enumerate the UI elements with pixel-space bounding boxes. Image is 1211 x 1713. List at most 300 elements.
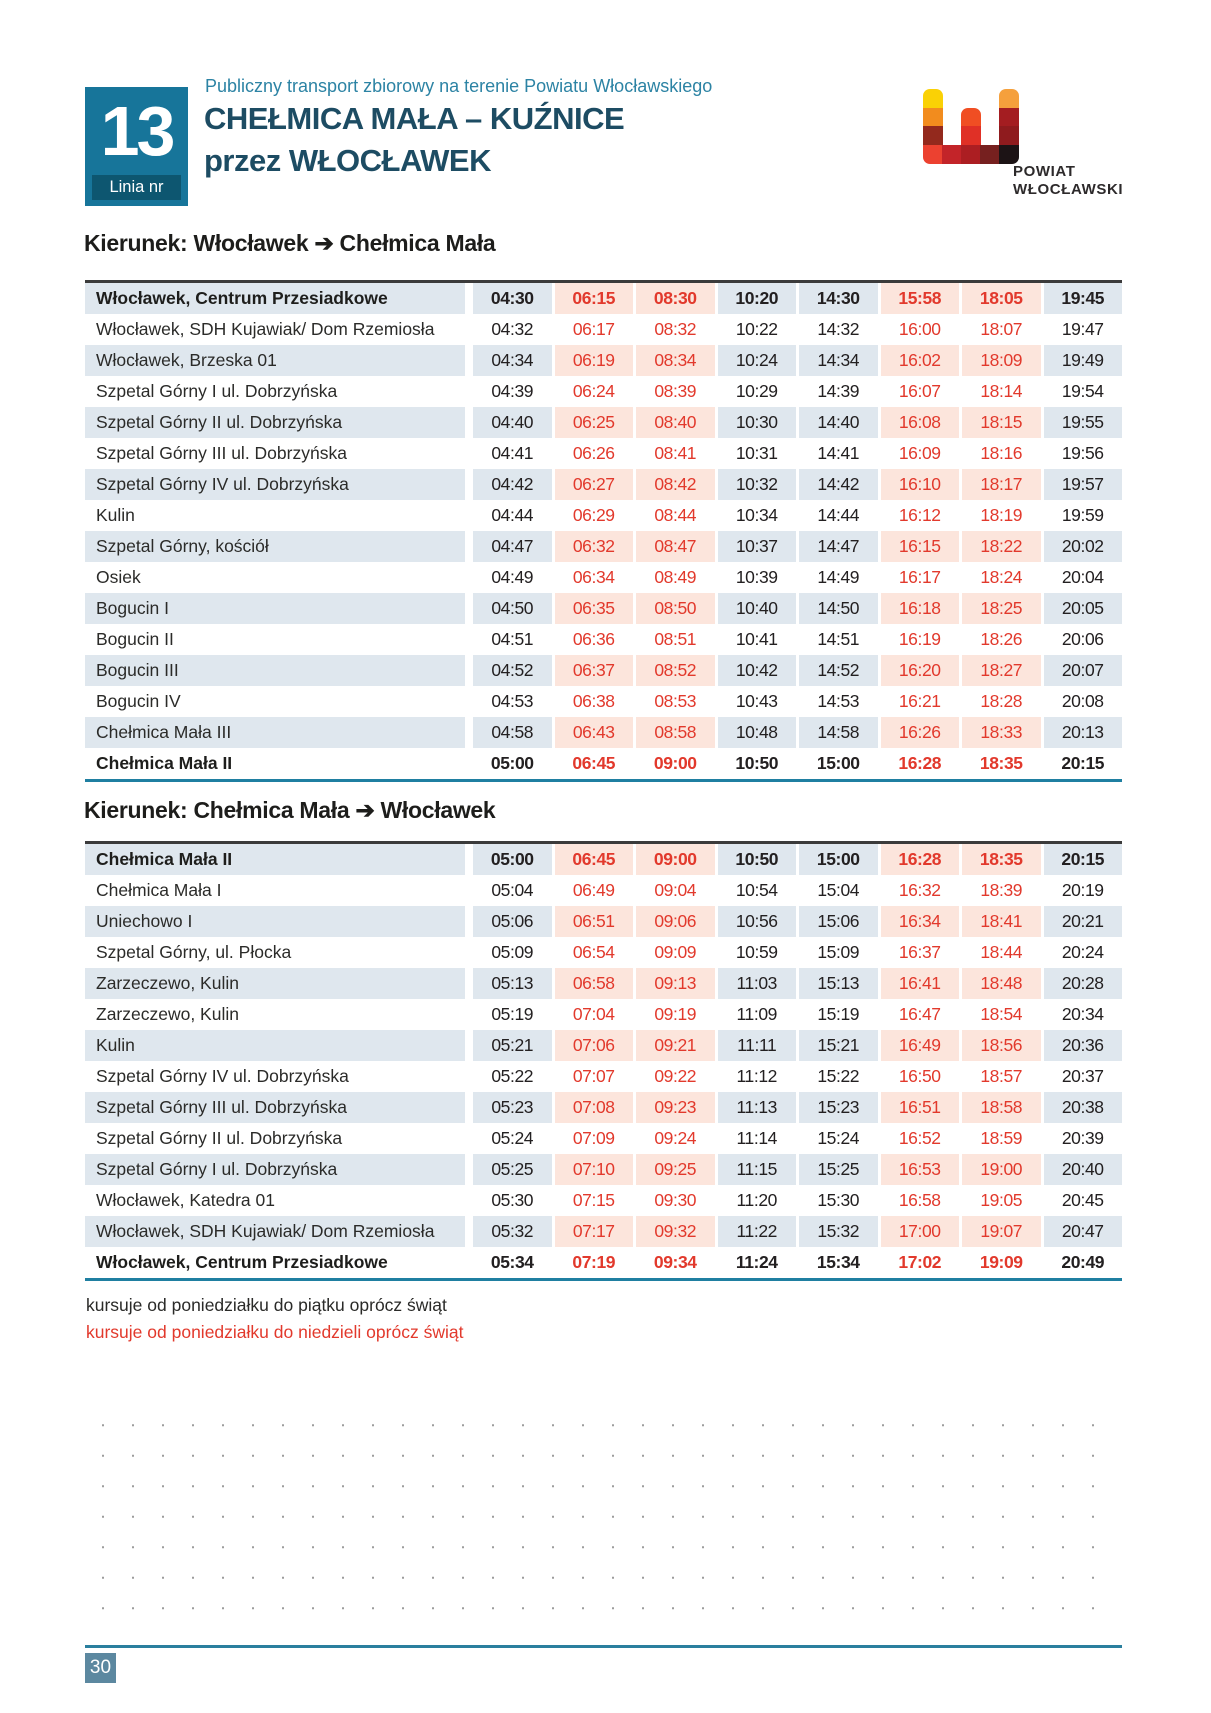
stop-name-cell: Osiek xyxy=(96,567,141,587)
time-cell: 16:41 xyxy=(878,968,960,999)
stop-name-cell: Szpetal Górny IV ul. Dobrzyńska xyxy=(96,1066,349,1086)
time-cell: 06:54 xyxy=(552,937,634,968)
time-cell: 16:26 xyxy=(878,717,960,748)
time-cell: 19:47 xyxy=(1041,314,1123,345)
time-cell: 11:14 xyxy=(715,1123,797,1154)
time-cell: 18:25 xyxy=(959,593,1041,624)
time-cell: 06:26 xyxy=(552,438,634,469)
stop-name-cell: Szpetal Górny I ul. Dobrzyńska xyxy=(96,381,338,401)
time-cell: 11:22 xyxy=(715,1216,797,1247)
time-cell: 09:21 xyxy=(633,1030,715,1061)
stop-name-cell: Uniechowo I xyxy=(85,906,465,937)
time-cell: 10:20 xyxy=(715,283,797,314)
direction-1-title: Kierunek: Włocławek ➔ Chełmica Mała xyxy=(84,230,496,256)
timetable-row xyxy=(85,531,1122,562)
time-cell: 20:49 xyxy=(1041,1247,1123,1278)
stop-name-cell: Szpetal Górny, ul. Płocka xyxy=(96,942,292,962)
time-cell: 15:21 xyxy=(796,1030,878,1061)
time-cell: 20:34 xyxy=(1041,999,1123,1030)
time-cell: 18:35 xyxy=(959,844,1041,875)
time-cell: 10:29 xyxy=(715,376,797,407)
time-cell: 09:19 xyxy=(633,999,715,1030)
timetable-row xyxy=(85,1247,1122,1278)
time-cell: 15:19 xyxy=(796,999,878,1030)
logo-cell xyxy=(961,126,981,145)
time-cell: 11:12 xyxy=(715,1061,797,1092)
time-cell: 08:41 xyxy=(633,438,715,469)
time-cell: 10:32 xyxy=(715,469,797,500)
time-cell: 18:19 xyxy=(959,500,1041,531)
time-cell: 10:48 xyxy=(715,717,797,748)
time-cell: 16:34 xyxy=(878,906,960,937)
time-cell: 05:34 xyxy=(465,1247,552,1278)
time-cell: 16:10 xyxy=(878,469,960,500)
logo-cell xyxy=(999,108,1019,127)
time-cell: 08:47 xyxy=(633,531,715,562)
stop-name-cell: Szpetal Górny III ul. Dobrzyńska xyxy=(96,443,347,463)
time-cell: 20:15 xyxy=(1041,844,1123,875)
stop-name-cell: Włocławek, Centrum Przesiadkowe xyxy=(96,1252,388,1272)
timetable-row xyxy=(85,748,1122,779)
time-cell: 07:04 xyxy=(552,999,634,1030)
time-cell: 05:19 xyxy=(465,999,552,1030)
logo-cell xyxy=(923,145,943,164)
time-cell: 18:09 xyxy=(959,345,1041,376)
time-cell: 17:02 xyxy=(878,1247,960,1278)
time-cell: 20:13 xyxy=(1041,717,1123,748)
page-title-line2: przez WŁOCŁAWEK xyxy=(204,143,491,178)
time-cell: 16:08 xyxy=(878,407,960,438)
time-cell: 09:32 xyxy=(633,1216,715,1247)
timetable-row xyxy=(85,1092,1122,1123)
time-cell: 04:47 xyxy=(465,531,552,562)
time-cell: 15:23 xyxy=(796,1092,878,1123)
time-cell: 15:00 xyxy=(796,748,878,779)
stop-name-cell: Kulin xyxy=(96,505,135,525)
time-cell: 04:44 xyxy=(465,500,552,531)
stop-name-cell: Szpetal Górny III ul. Dobrzyńska xyxy=(85,1092,465,1123)
stop-name-cell: Włocławek, SDH Kujawiak/ Dom Rzemiosła xyxy=(85,1216,465,1247)
legend-everyday-note: kursuje od poniedziałku do niedzieli oprócz świąt xyxy=(86,1322,464,1342)
time-cell: 06:19 xyxy=(552,345,634,376)
time-cell: 19:56 xyxy=(1041,438,1123,469)
powiat-logo-text-line2: WŁOCŁAWSKI xyxy=(1013,181,1124,198)
time-cell: 19:07 xyxy=(959,1216,1041,1247)
time-cell: 06:34 xyxy=(552,562,634,593)
time-cell: 09:09 xyxy=(633,937,715,968)
time-cell: 05:00 xyxy=(465,844,552,875)
timetable-row xyxy=(85,1185,1122,1216)
timetable-row xyxy=(85,844,1122,875)
time-cell: 20:37 xyxy=(1041,1061,1123,1092)
time-cell: 16:58 xyxy=(878,1185,960,1216)
time-cell: 11:03 xyxy=(715,968,797,999)
time-cell: 14:39 xyxy=(796,376,878,407)
time-cell: 14:40 xyxy=(796,407,878,438)
timetable-row xyxy=(85,314,1122,345)
time-cell: 09:24 xyxy=(633,1123,715,1154)
time-cell: 10:37 xyxy=(715,531,797,562)
time-cell: 06:43 xyxy=(552,717,634,748)
time-cell: 10:22 xyxy=(715,314,797,345)
legend-weekday-note: kursuje od poniedziałku do piątku oprócz świąt xyxy=(86,1295,447,1315)
time-cell: 06:58 xyxy=(552,968,634,999)
time-cell: 08:39 xyxy=(633,376,715,407)
time-cell: 14:34 xyxy=(796,345,878,376)
time-cell: 06:25 xyxy=(552,407,634,438)
time-cell: 16:50 xyxy=(878,1061,960,1092)
time-cell: 20:05 xyxy=(1041,593,1123,624)
time-cell: 16:47 xyxy=(878,999,960,1030)
time-cell: 14:30 xyxy=(796,283,878,314)
time-cell: 04:58 xyxy=(465,717,552,748)
time-cell: 20:19 xyxy=(1041,875,1123,906)
time-cell: 04:39 xyxy=(465,376,552,407)
time-cell: 16:07 xyxy=(878,376,960,407)
stop-name-cell: Bogucin IV xyxy=(96,691,181,711)
time-cell: 08:34 xyxy=(633,345,715,376)
time-cell: 20:07 xyxy=(1041,655,1123,686)
time-cell: 14:58 xyxy=(796,717,878,748)
time-cell: 11:11 xyxy=(715,1030,797,1061)
logo-cell xyxy=(961,145,981,164)
time-cell: 10:34 xyxy=(715,500,797,531)
time-cell: 16:49 xyxy=(878,1030,960,1061)
time-cell: 20:15 xyxy=(1041,748,1123,779)
time-cell: 10:50 xyxy=(715,748,797,779)
logo-cell xyxy=(999,89,1019,108)
footer-divider xyxy=(85,1645,1122,1648)
time-cell: 15:22 xyxy=(796,1061,878,1092)
time-cell: 10:41 xyxy=(715,624,797,655)
time-cell: 11:15 xyxy=(715,1154,797,1185)
time-cell: 10:59 xyxy=(715,937,797,968)
time-cell: 18:39 xyxy=(959,875,1041,906)
time-cell: 18:58 xyxy=(959,1092,1041,1123)
time-cell: 18:05 xyxy=(959,283,1041,314)
time-cell: 08:53 xyxy=(633,686,715,717)
time-cell: 14:42 xyxy=(796,469,878,500)
time-cell: 05:23 xyxy=(465,1092,552,1123)
timetable-row xyxy=(85,376,1122,407)
time-cell: 07:10 xyxy=(552,1154,634,1185)
time-cell: 20:04 xyxy=(1041,562,1123,593)
time-cell: 08:32 xyxy=(633,314,715,345)
timetable-row xyxy=(85,469,1122,500)
time-cell: 14:51 xyxy=(796,624,878,655)
time-cell: 15:04 xyxy=(796,875,878,906)
stop-name-cell: Bogucin I xyxy=(85,593,465,624)
timetable-row xyxy=(85,999,1122,1030)
logo-cell xyxy=(999,126,1019,145)
time-cell: 06:17 xyxy=(552,314,634,345)
powiat-logo-icon xyxy=(923,89,1018,163)
time-cell: 08:58 xyxy=(633,717,715,748)
timetable-row xyxy=(85,968,1122,999)
time-cell: 04:51 xyxy=(465,624,552,655)
time-cell: 16:21 xyxy=(878,686,960,717)
stop-name-cell: Szpetal Górny, kościół xyxy=(85,531,465,562)
line-number: 13 xyxy=(100,92,173,170)
time-cell: 19:05 xyxy=(959,1185,1041,1216)
time-cell: 14:53 xyxy=(796,686,878,717)
time-cell: 06:24 xyxy=(552,376,634,407)
time-cell: 04:50 xyxy=(465,593,552,624)
time-cell: 15:13 xyxy=(796,968,878,999)
logo-cell xyxy=(923,108,943,127)
time-cell: 06:35 xyxy=(552,593,634,624)
time-cell: 08:42 xyxy=(633,469,715,500)
time-cell: 16:51 xyxy=(878,1092,960,1123)
time-cell: 11:24 xyxy=(715,1247,797,1278)
time-cell: 10:31 xyxy=(715,438,797,469)
time-cell: 19:09 xyxy=(959,1247,1041,1278)
time-cell: 16:19 xyxy=(878,624,960,655)
time-cell: 04:30 xyxy=(465,283,552,314)
time-cell: 16:32 xyxy=(878,875,960,906)
timetable-row xyxy=(85,1030,1122,1061)
timetable-row xyxy=(85,407,1122,438)
time-cell: 05:13 xyxy=(465,968,552,999)
time-cell: 20:40 xyxy=(1041,1154,1123,1185)
time-cell: 04:42 xyxy=(465,469,552,500)
timetable-row xyxy=(85,500,1122,531)
time-cell: 10:54 xyxy=(715,875,797,906)
time-cell: 06:29 xyxy=(552,500,634,531)
time-cell: 18:33 xyxy=(959,717,1041,748)
stop-name-cell: Bogucin III xyxy=(85,655,465,686)
time-cell: 09:06 xyxy=(633,906,715,937)
time-cell: 08:52 xyxy=(633,655,715,686)
time-cell: 09:25 xyxy=(633,1154,715,1185)
time-cell: 06:38 xyxy=(552,686,634,717)
time-cell: 11:20 xyxy=(715,1185,797,1216)
time-cell: 10:39 xyxy=(715,562,797,593)
stop-name-cell: Chełmica Mała II xyxy=(96,753,233,773)
time-cell: 18:54 xyxy=(959,999,1041,1030)
time-cell: 18:41 xyxy=(959,906,1041,937)
time-cell: 16:00 xyxy=(878,314,960,345)
time-cell: 05:30 xyxy=(465,1185,552,1216)
time-cell: 16:52 xyxy=(878,1123,960,1154)
page-number-badge: 30 xyxy=(85,1653,116,1683)
time-cell: 07:19 xyxy=(552,1247,634,1278)
time-cell: 20:45 xyxy=(1041,1185,1123,1216)
time-cell: 19:55 xyxy=(1041,407,1123,438)
time-cell: 04:41 xyxy=(465,438,552,469)
time-cell: 18:48 xyxy=(959,968,1041,999)
stop-name-cell: Szpetal Górny IV ul. Dobrzyńska xyxy=(85,469,465,500)
logo-cell xyxy=(980,145,1000,164)
stop-name-cell: Chełmica Mała II xyxy=(85,844,465,875)
time-cell: 16:53 xyxy=(878,1154,960,1185)
time-cell: 18:16 xyxy=(959,438,1041,469)
time-cell: 20:02 xyxy=(1041,531,1123,562)
time-cell: 10:40 xyxy=(715,593,797,624)
time-cell: 06:27 xyxy=(552,469,634,500)
time-cell: 16:28 xyxy=(878,748,960,779)
time-cell: 16:28 xyxy=(878,844,960,875)
logo-cell xyxy=(942,145,962,164)
time-cell: 07:06 xyxy=(552,1030,634,1061)
time-cell: 09:34 xyxy=(633,1247,715,1278)
time-cell: 09:22 xyxy=(633,1061,715,1092)
time-cell: 18:59 xyxy=(959,1123,1041,1154)
time-cell: 19:54 xyxy=(1041,376,1123,407)
stop-name-cell: Szpetal Górny II ul. Dobrzyńska xyxy=(96,1128,343,1148)
stop-name-cell: Włocławek, Brzeska 01 xyxy=(85,345,465,376)
time-cell: 05:24 xyxy=(465,1123,552,1154)
time-cell: 15:09 xyxy=(796,937,878,968)
time-cell: 06:45 xyxy=(552,748,634,779)
timetable-row xyxy=(85,686,1122,717)
stop-name-cell: Szpetal Górny I ul. Dobrzyńska xyxy=(85,1154,465,1185)
stop-name-cell: Kulin xyxy=(85,1030,465,1061)
time-cell: 20:21 xyxy=(1041,906,1123,937)
time-cell: 20:06 xyxy=(1041,624,1123,655)
time-cell: 18:56 xyxy=(959,1030,1041,1061)
time-cell: 20:36 xyxy=(1041,1030,1123,1061)
time-cell: 07:15 xyxy=(552,1185,634,1216)
stop-name-cell: Chełmica Mała I xyxy=(96,880,222,900)
time-cell: 04:32 xyxy=(465,314,552,345)
time-cell: 14:32 xyxy=(796,314,878,345)
time-cell: 10:30 xyxy=(715,407,797,438)
timetable-direction-2 xyxy=(85,841,1122,1281)
time-cell: 16:12 xyxy=(878,500,960,531)
time-cell: 06:32 xyxy=(552,531,634,562)
stop-name-cell: Włocławek, SDH Kujawiak/ Dom Rzemiosła xyxy=(96,319,435,339)
time-cell: 06:51 xyxy=(552,906,634,937)
time-cell: 08:51 xyxy=(633,624,715,655)
time-cell: 08:50 xyxy=(633,593,715,624)
time-cell: 19:00 xyxy=(959,1154,1041,1185)
timetable-row xyxy=(85,655,1122,686)
time-cell: 06:45 xyxy=(552,844,634,875)
time-cell: 14:52 xyxy=(796,655,878,686)
logo-cell xyxy=(961,108,981,127)
time-cell: 18:44 xyxy=(959,937,1041,968)
time-cell: 14:44 xyxy=(796,500,878,531)
time-cell: 18:17 xyxy=(959,469,1041,500)
time-cell: 05:32 xyxy=(465,1216,552,1247)
time-cell: 05:00 xyxy=(465,748,552,779)
time-cell: 07:07 xyxy=(552,1061,634,1092)
time-cell: 20:39 xyxy=(1041,1123,1123,1154)
time-cell: 10:50 xyxy=(715,844,797,875)
timetable-row xyxy=(85,1123,1122,1154)
time-cell: 11:13 xyxy=(715,1092,797,1123)
time-cell: 18:27 xyxy=(959,655,1041,686)
time-cell: 18:57 xyxy=(959,1061,1041,1092)
time-cell: 05:09 xyxy=(465,937,552,968)
page-title-line1: CHEŁMICA MAŁA – KUŹNICE xyxy=(204,101,625,136)
time-cell: 20:38 xyxy=(1041,1092,1123,1123)
timetable-row xyxy=(85,283,1122,314)
time-cell: 15:25 xyxy=(796,1154,878,1185)
time-cell: 08:49 xyxy=(633,562,715,593)
time-cell: 14:49 xyxy=(796,562,878,593)
timetable-row xyxy=(85,1216,1122,1247)
line-number-label: Linia nr xyxy=(92,175,181,200)
line-number-box xyxy=(85,87,188,206)
time-cell: 16:15 xyxy=(878,531,960,562)
stop-name-cell: Zarzeczewo, Kulin xyxy=(96,1004,239,1024)
powiat-logo-text-line1: POWIAT xyxy=(1013,163,1076,180)
stop-name-cell: Zarzeczewo, Kulin xyxy=(85,968,465,999)
timetable-row xyxy=(85,1154,1122,1185)
timetable-row xyxy=(85,438,1122,469)
time-cell: 06:37 xyxy=(552,655,634,686)
time-cell: 15:30 xyxy=(796,1185,878,1216)
timetable-row xyxy=(85,717,1122,748)
time-cell: 08:30 xyxy=(633,283,715,314)
timetable-row xyxy=(85,1061,1122,1092)
time-cell: 20:28 xyxy=(1041,968,1123,999)
time-cell: 07:17 xyxy=(552,1216,634,1247)
time-cell: 18:22 xyxy=(959,531,1041,562)
time-cell: 18:24 xyxy=(959,562,1041,593)
time-cell: 10:24 xyxy=(715,345,797,376)
logo-cell xyxy=(923,89,943,108)
time-cell: 20:24 xyxy=(1041,937,1123,968)
time-cell: 09:23 xyxy=(633,1092,715,1123)
notes-dot-grid xyxy=(85,1398,1122,1636)
time-cell: 04:34 xyxy=(465,345,552,376)
time-cell: 10:42 xyxy=(715,655,797,686)
time-cell: 18:14 xyxy=(959,376,1041,407)
time-cell: 09:00 xyxy=(633,844,715,875)
time-cell: 16:37 xyxy=(878,937,960,968)
time-cell: 11:09 xyxy=(715,999,797,1030)
time-cell: 17:00 xyxy=(878,1216,960,1247)
time-cell: 18:26 xyxy=(959,624,1041,655)
time-cell: 07:09 xyxy=(552,1123,634,1154)
time-cell: 05:25 xyxy=(465,1154,552,1185)
time-cell: 09:30 xyxy=(633,1185,715,1216)
time-cell: 06:49 xyxy=(552,875,634,906)
timetable-row xyxy=(85,593,1122,624)
time-cell: 15:06 xyxy=(796,906,878,937)
direction-2-title: Kierunek: Chełmica Mała ➔ Włocławek xyxy=(84,797,496,823)
time-cell: 15:24 xyxy=(796,1123,878,1154)
legend xyxy=(86,1292,463,1346)
time-cell: 15:58 xyxy=(878,283,960,314)
time-cell: 05:21 xyxy=(465,1030,552,1061)
powiat-logo-text xyxy=(1013,163,1123,199)
page-subtitle: Publiczny transport zbiorowy na terenie Powiatu Włocławskiego xyxy=(205,76,713,96)
time-cell: 05:22 xyxy=(465,1061,552,1092)
time-cell: 04:53 xyxy=(465,686,552,717)
time-cell: 18:28 xyxy=(959,686,1041,717)
time-cell: 08:44 xyxy=(633,500,715,531)
time-cell: 15:32 xyxy=(796,1216,878,1247)
time-cell: 10:43 xyxy=(715,686,797,717)
time-cell: 10:56 xyxy=(715,906,797,937)
time-cell: 20:47 xyxy=(1041,1216,1123,1247)
timetable-direction-1 xyxy=(85,280,1122,782)
stop-name-cell: Włocławek, Centrum Przesiadkowe xyxy=(85,283,465,314)
time-cell: 09:04 xyxy=(633,875,715,906)
stop-name-cell: Włocławek, Katedra 01 xyxy=(96,1190,275,1210)
time-cell: 19:57 xyxy=(1041,469,1123,500)
stop-name-cell: Chełmica Mała III xyxy=(85,717,465,748)
time-cell: 19:45 xyxy=(1041,283,1123,314)
time-cell: 04:40 xyxy=(465,407,552,438)
timetable-row xyxy=(85,624,1122,655)
time-cell: 16:18 xyxy=(878,593,960,624)
time-cell: 16:20 xyxy=(878,655,960,686)
